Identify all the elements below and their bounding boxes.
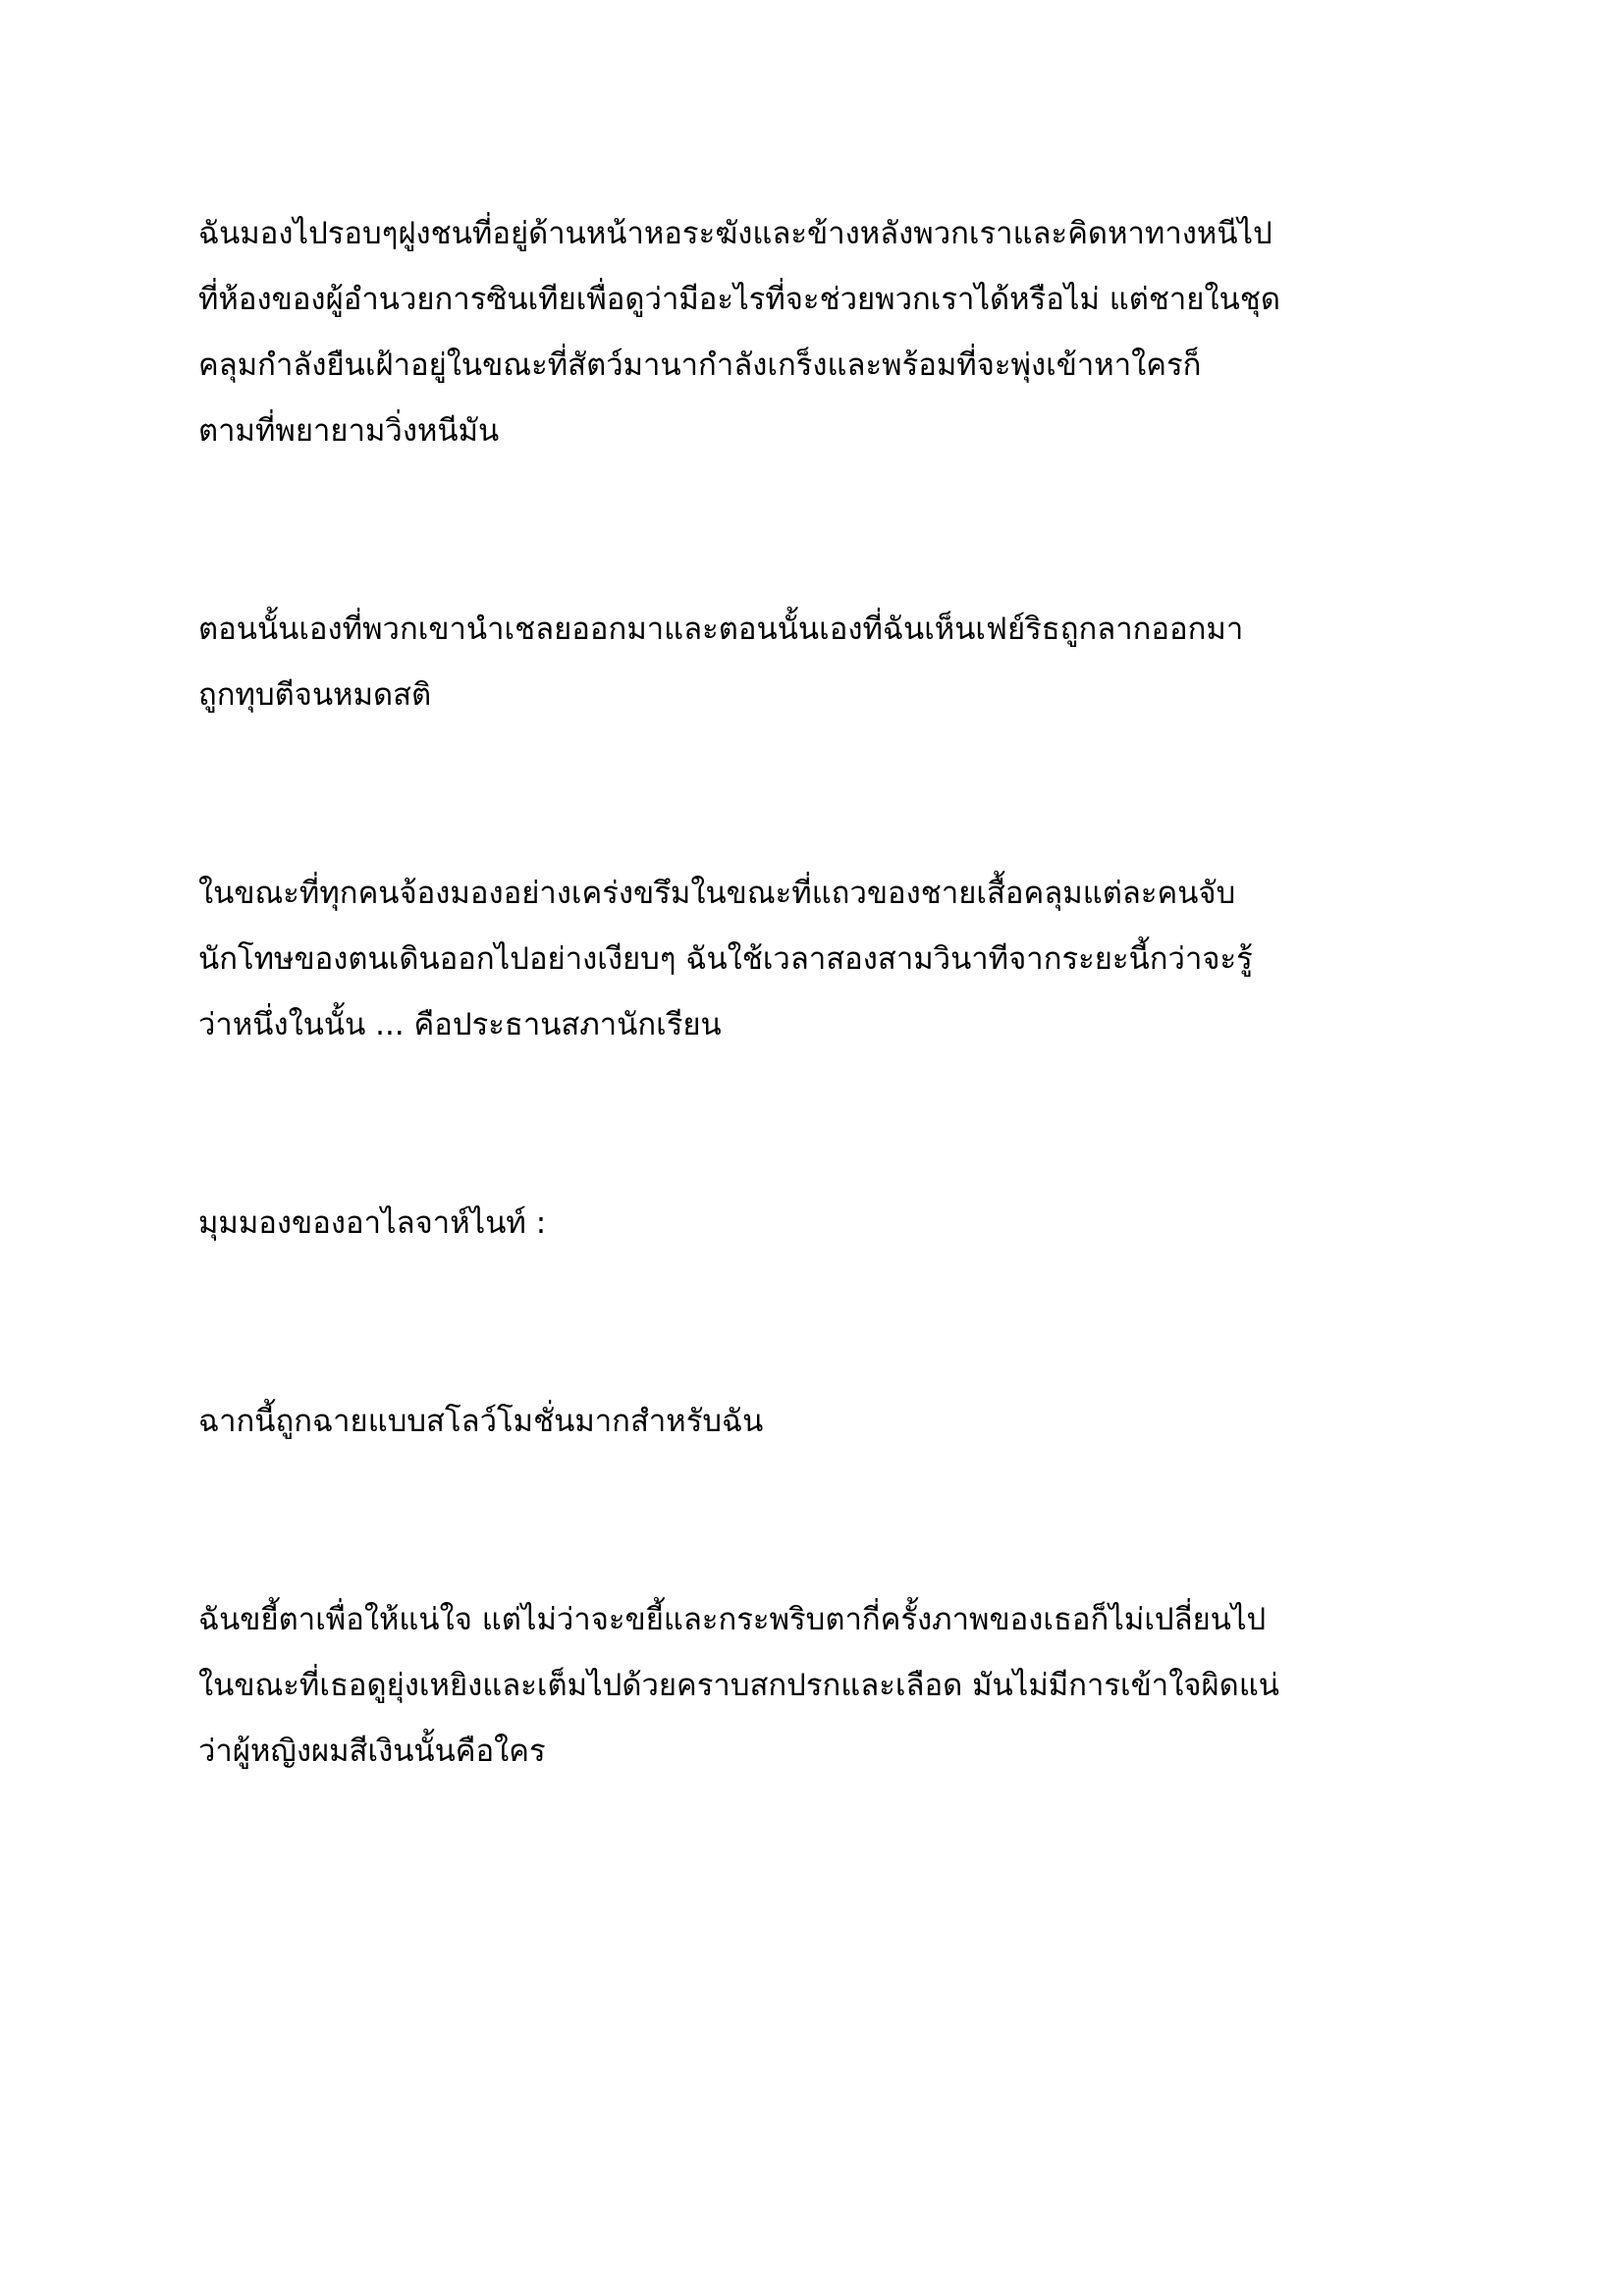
text-line: มุมมองของอาไลจาห์ไนท์ : (198, 1205, 547, 1241)
text-line: ในขณะที่เธอดูยุ่งเหยิงและเต็มไปด้วยคราบสกปรกและเลือด มันไม่มีการเข้าใจผิดแน่ (198, 1668, 1279, 1703)
paragraph-spacer (198, 728, 1455, 861)
section-heading (198, 1191, 1455, 1256)
text-line: ว่าผู้หญิงผมสีเงินนั้นคือใคร (198, 1734, 546, 1769)
text-line: ที่ห้องของผู้อำนวยการซินเทียเพื่อดูว่ามีอะไรที่จะช่วยพวกเราได้หรือไม่ แต่ชายในชุด (198, 282, 1280, 317)
text-line: ถูกทุบตีจนหมดสติ (198, 677, 432, 713)
paragraph-spacer (198, 1058, 1455, 1191)
text-line: นักโทษของตนเดินออกไปอย่างเงียบๆ ฉันใช้เวลาสองสามวินาทีจากระยะนี้กว่าจะรู้ (198, 941, 1253, 977)
text-line: ตอนนั้นเองที่พวกเขานำเชลยออกมาและตอนนั้นเองที่ฉันเห็นเฟย์ริธถูกลากออกมา (198, 612, 1244, 647)
document-body (198, 201, 1455, 1785)
text-line: ในขณะที่ทุกคนจ้องมองอย่างเคร่งขรึมในขณะที่แถวของชายเสื้อคลุมแต่ละคนจับ (198, 876, 1236, 911)
text-line: ตามที่พยายามวิ่งหนีมัน (198, 413, 500, 449)
text-line: ฉากนี้ถูกฉายแบบสโลว์โมชั่นมากสำหรับฉัน (198, 1404, 764, 1439)
text-line: คลุมกำลังยืนเฝ้าอยู่ในขณะที่สัตว์มานากำลังเกร็งและพร้อมที่จะพุ่งเข้าหาใครก็ (198, 347, 1202, 383)
paragraph-spacer (198, 1455, 1455, 1587)
text-line: ฉันขยี้ตาเพื่อให้แน่ใจ แต่ไม่ว่าจะขยี้และกระพริบตากี่ครั้งภาพของเธอก็ไม่เปลี่ยนไป (198, 1602, 1267, 1637)
paragraph-5 (198, 1389, 1455, 1455)
paragraph-6 (198, 1587, 1455, 1785)
paragraph-spacer (198, 464, 1455, 597)
text-line: ฉันมองไปรอบๆฝูงชนที่อยู่ด้านหน้าหอระฆังและข้างหลังพวกเราและคิดหาทางหนีไป (198, 216, 1272, 251)
text-line: ว่าหนึ่งในนั้น ... คือประธานสภานักเรียน (198, 1007, 722, 1042)
paragraph-2 (198, 597, 1455, 728)
paragraph-3 (198, 861, 1455, 1058)
paragraph-spacer (198, 1256, 1455, 1389)
paragraph-1 (198, 201, 1455, 464)
